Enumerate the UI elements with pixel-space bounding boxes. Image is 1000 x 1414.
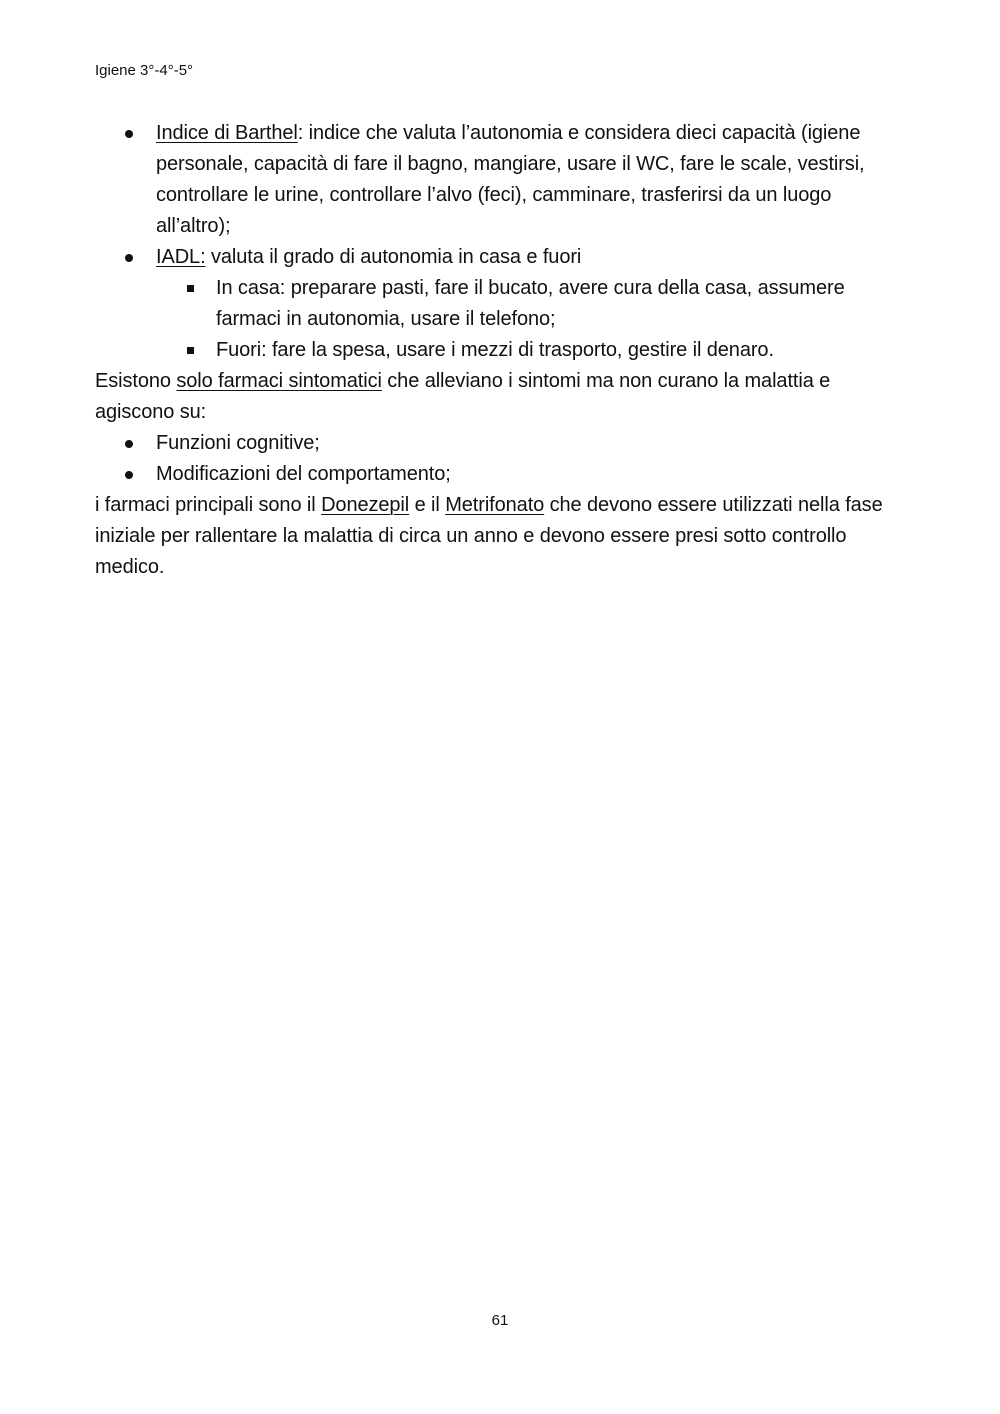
sublist-item-in-casa: In casa: preparare pasti, fare il bucato, avere cura della casa, assumere farmaci in autonomia, usare il telefono;: [156, 273, 905, 335]
term-barthel: Indice di Barthel: [156, 122, 298, 144]
term-solo-farmaci-sintomatici: solo farmaci sintomatici: [176, 370, 382, 392]
iadl-description: valuta il grado di autonomia in casa e fuori: [205, 246, 582, 268]
sublist-item-fuori: Fuori: fare la spesa, usare i mezzi di trasporto, gestire il denaro.: [156, 335, 905, 366]
para2-text-1: i farmaci principali sono il: [95, 494, 322, 516]
page-number: 61: [491, 1312, 509, 1329]
para2-text-2: e il: [409, 494, 446, 516]
list-item-modificazioni-comportamento: Modificazioni del comportamento;: [95, 459, 905, 490]
list-item-funzioni-cognitive: Funzioni cognitive;: [95, 428, 905, 459]
assessment-scales-list: [95, 118, 905, 366]
list-item-iadl: [95, 242, 905, 366]
term-donezepil: Donezepil: [321, 494, 410, 516]
para1-text-end: che alleviano i sintomi ma non curano la malattia e agiscono su:: [95, 370, 831, 423]
drug-targets-list: [95, 428, 905, 490]
iadl-sublist: [156, 273, 905, 366]
para1-text-start: Esistono: [95, 370, 177, 392]
list-item-barthel: [95, 118, 905, 242]
para2-text-3: che devono essere utilizzati nella fase iniziale per rallentare la malattia di circa un anno e devono essere presi sotto controllo medico.: [95, 494, 883, 578]
term-metrifonato: Metrifonato: [445, 494, 545, 516]
barthel-description: : indice che valuta l’autonomia e considera dieci capacità (igiene personale, capacità di fare il bagno, mangiare, usare il WC, fare le scale, vestirsi, controllare le urine, controllare l’alvo (feci), camminare, trasferirsi da un luogo all’altro);: [156, 122, 865, 237]
term-iadl: IADL:: [156, 246, 206, 268]
page-body: [95, 118, 905, 583]
paragraph-main-drugs: [95, 490, 905, 583]
paragraph-symptomatic-drugs: [95, 366, 905, 428]
running-header: Igiene 3°-4°-5°: [95, 62, 194, 79]
